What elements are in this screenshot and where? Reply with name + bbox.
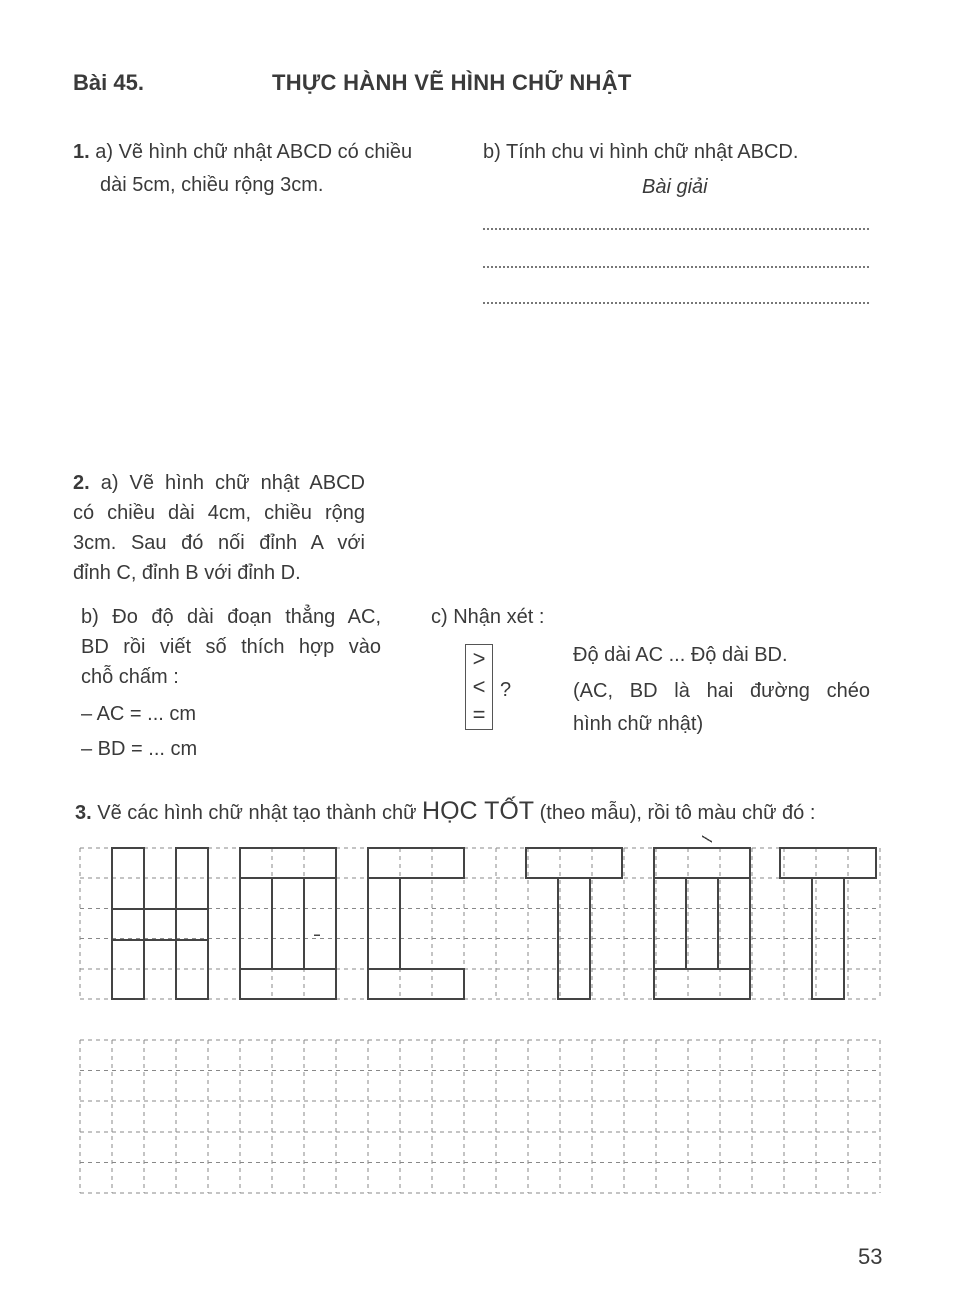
letter-o-hole	[272, 878, 304, 969]
letter-o2-bottom	[654, 969, 750, 999]
exercise-1-a-line2: dài 5cm, chiều rộng 3cm.	[100, 174, 324, 196]
exercise-2-c-line1: Độ dài AC ... Độ dài BD.	[573, 644, 788, 666]
lesson-number: Bài 45.	[73, 70, 144, 95]
letter-o-bottom	[240, 969, 336, 999]
exercise-2-b-line1: b) Đo độ dài đoạn thẳng AC,	[81, 606, 381, 628]
letter-c-left	[368, 878, 400, 969]
page-number: 53	[858, 1244, 883, 1269]
sample-letters	[112, 836, 876, 999]
exercise-1-number: 1.	[73, 141, 90, 163]
letter-h-left-bar	[112, 848, 144, 999]
exercise-2-c-line2: (AC, BD là hai đường chéo	[573, 680, 870, 702]
exercise-3-number: 3.	[75, 802, 92, 824]
exercise-2-number: 2.	[73, 472, 90, 494]
exercise-1-a-line1: a) Vẽ hình chữ nhật ABCD có chiều	[95, 141, 413, 163]
letter-t1-top	[526, 848, 622, 878]
letter-o2-top	[654, 848, 750, 878]
exercise-2-c-title: c) Nhận xét :	[431, 606, 545, 628]
letter-o2-outer	[654, 848, 750, 999]
exercise-3-big-word: HỌC TỐT	[422, 797, 535, 825]
letter-h-right-bar	[176, 848, 208, 999]
exercise-3-text-before: Vẽ các hình chữ nhật tạo thành chữ	[97, 802, 417, 824]
solution-label: Bài giải	[642, 176, 708, 198]
letter-c-bottom	[368, 969, 464, 999]
exercise-2-a-line3: 3cm. Sau đó nối đỉnh A với	[73, 532, 365, 554]
lesson-title: THỰC HÀNH VẼ HÌNH CHỮ NHẬT	[272, 70, 632, 95]
letter-h-crossbar	[112, 909, 208, 940]
letter-o2-accent	[702, 836, 712, 842]
letter-o-top	[240, 848, 336, 878]
exercise-2-c-line3: hình chữ nhật)	[573, 713, 704, 735]
sign-equal: =	[472, 702, 486, 727]
ac-measure: – AC = ... cm	[81, 703, 197, 725]
sign-less: <	[472, 674, 486, 699]
letter-c-top	[368, 848, 464, 878]
exercise-2-a-line1: a) Vẽ hình chữ nhật ABCD	[100, 472, 365, 494]
letter-o2-hole	[686, 878, 718, 969]
bd-measure: – BD = ... cm	[81, 738, 198, 760]
exercise-2-a-line4: đỉnh C, đỉnh B với đỉnh D.	[73, 562, 301, 584]
sample-grid-lines	[80, 848, 880, 999]
question-mark: ?	[500, 679, 512, 701]
practice-grid-area[interactable]	[78, 1040, 878, 1194]
exercise-2-a-line2: có chiều dài 4cm, chiều rộng	[73, 502, 365, 524]
exercise-2-b-line2: BD rồi viết số thích hợp vào	[81, 636, 381, 658]
letter-t2-top	[780, 848, 876, 878]
letter-o-outer	[240, 848, 336, 999]
sign-greater: >	[472, 646, 486, 671]
exercise-2-b-line3: chỗ chấm :	[81, 666, 179, 688]
exercise-1-b: b) Tính chu vi hình chữ nhật ABCD.	[483, 141, 799, 163]
exercise-3-text-after: (theo mẫu), rồi tô màu chữ đó :	[539, 802, 816, 824]
